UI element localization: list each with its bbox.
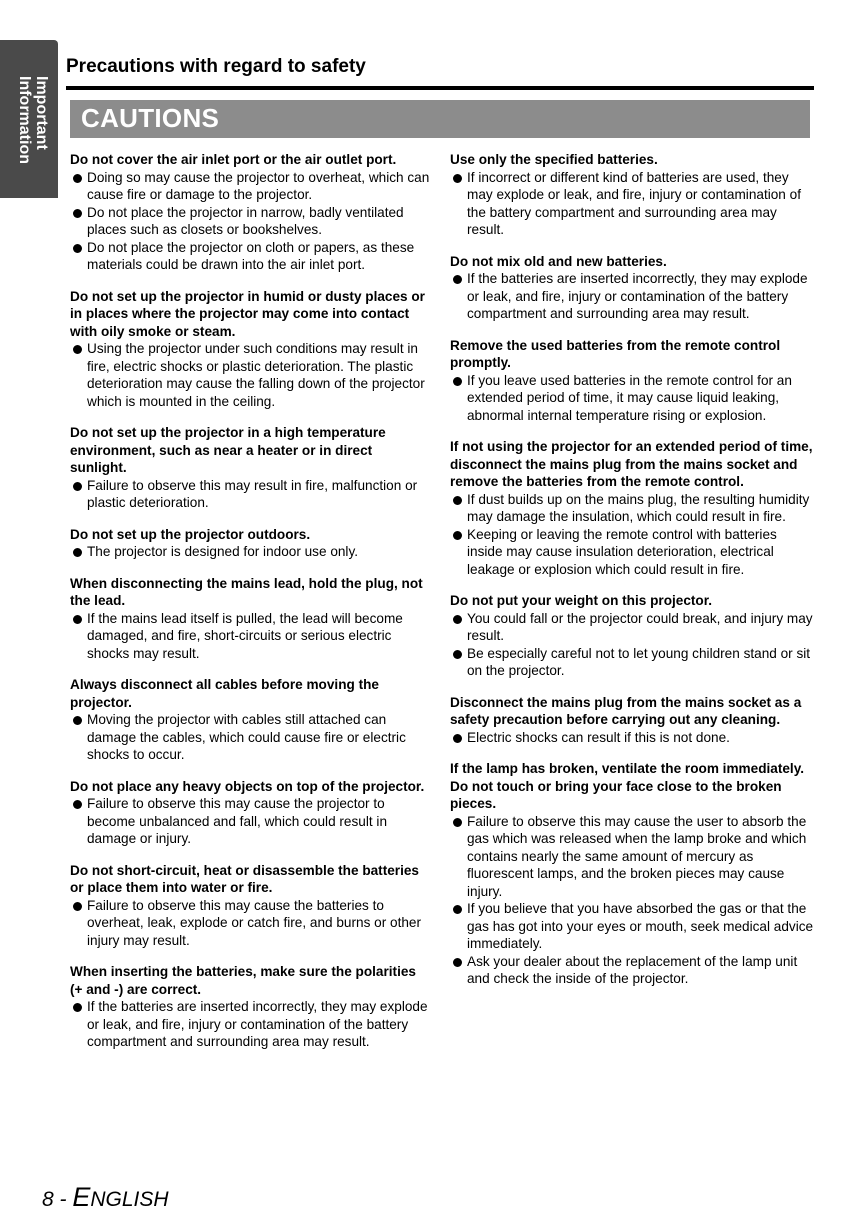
caution-bullet-text: Doing so may cause the projector to overheat, which can cause fire or damage to the projector.: [87, 169, 430, 202]
caution-bullet-text: If the batteries are inserted incorrectly, they may explode or leak, and fire, injury or contamination of the battery compartment and surrounding area may result.: [87, 999, 428, 1049]
bullet-dot-icon: [73, 902, 82, 911]
caution-section: [70, 424, 430, 512]
cautions-banner-text: CAUTIONS: [81, 103, 220, 133]
caution-section: [70, 963, 430, 1051]
caution-bullet-text: You could fall or the projector could break, and injury may result.: [467, 610, 813, 643]
caution-section: [450, 694, 814, 747]
caution-bullet-list: [450, 270, 814, 323]
bullet-dot-icon: [453, 905, 462, 914]
caution-heading: Do not cover the air inlet port or the air outlet port.: [70, 152, 397, 167]
side-tab-line2: Information: [16, 76, 33, 164]
left-column: [70, 151, 430, 1065]
caution-section: [450, 337, 814, 425]
bullet-dot-icon: [453, 615, 462, 624]
caution-section: [70, 575, 430, 663]
caution-heading: Do not put your weight on this projector.: [450, 593, 713, 608]
caution-bullet: [70, 711, 430, 764]
caution-section: [450, 151, 814, 239]
bullet-dot-icon: [453, 377, 462, 386]
right-column: [450, 151, 814, 1002]
caution-heading: When disconnecting the mains lead, hold the plug, not the lead.: [70, 575, 423, 608]
caution-heading: If not using the projector for an extended period of time, disconnect the mains plug from the mains socket and remove the batteries from the remote control.: [450, 439, 813, 489]
bullet-dot-icon: [73, 345, 82, 354]
caution-section: [70, 676, 430, 764]
caution-section: [70, 288, 430, 411]
caution-bullet-text: If dust builds up on the mains plug, the resulting humidity may damage the insulation, which could result in fire.: [467, 491, 810, 524]
caution-bullet-list: [70, 711, 430, 764]
caution-bullet-text: Moving the projector with cables still attached can damage the cables, which could cause fire or electric shocks to occur.: [87, 712, 406, 762]
caution-bullet-text: Electric shocks can result if this is not done.: [467, 729, 730, 745]
caution-bullet: [70, 477, 430, 512]
bullet-dot-icon: [453, 174, 462, 183]
bullet-dot-icon: [73, 716, 82, 725]
caution-bullet-list: [70, 477, 430, 512]
caution-heading: Always disconnect all cables before moving the projector.: [70, 677, 379, 710]
caution-section: [70, 151, 430, 274]
caution-section: [450, 438, 814, 578]
caution-bullet-text: Do not place the projector on cloth or papers, as these materials could be drawn into the air inlet port.: [87, 239, 415, 272]
caution-bullet-list: [70, 998, 430, 1051]
caution-bullet-list: [450, 729, 814, 747]
language-initial: E: [72, 1182, 91, 1212]
caution-heading: Do not set up the projector outdoors.: [70, 526, 311, 542]
caution-bullet: [450, 953, 814, 988]
caution-heading: Do not set up the projector in a high temperature environment, such as near a heater or in direct sunlight.: [70, 425, 386, 475]
bullet-dot-icon: [73, 548, 82, 557]
caution-bullet-text: The projector is designed for indoor use only.: [87, 544, 359, 559]
bullet-dot-icon: [453, 958, 462, 967]
caution-bullet-text: Be especially careful not to let young children stand or sit on the projector.: [467, 645, 811, 678]
bullet-dot-icon: [73, 244, 82, 253]
caution-section: [450, 253, 814, 323]
caution-bullet: [70, 340, 430, 410]
caution-section: [70, 778, 430, 848]
caution-bullet-text: Using the projector under such conditions may result in fire, electric shocks or plastic deterioration. The plastic deterioration may cause the falling down of the projector which is mounted in the ceiling.: [87, 341, 425, 409]
caution-bullet-text: Failure to observe this may cause the projector to become unbalanced and fall, which could result in damage or injury.: [87, 796, 388, 846]
caution-bullet: [450, 645, 814, 680]
bullet-dot-icon: [453, 275, 462, 284]
caution-bullet: [70, 169, 430, 204]
caution-bullet-text: Ask your dealer about the replacement of the lamp unit and check the inside of the projector.: [467, 953, 798, 986]
page-title: Precautions with regard to safety: [66, 56, 366, 77]
caution-bullet: [70, 204, 430, 239]
caution-bullet: [70, 897, 430, 950]
caution-bullet-list: [450, 610, 814, 680]
bullet-dot-icon: [73, 800, 82, 809]
caution-bullet-text: Failure to observe this may cause the user to absorb the gas which was released when the lamp broke and which contains nearly the same amount of mercury as fluorescent lamps, and the broken pieces may cause injury.: [467, 813, 807, 899]
bullet-dot-icon: [453, 531, 462, 540]
caution-bullet-text: Keeping or leaving the remote control with batteries inside may cause insulation deterioration, electrical leakage or explosion which could result in fire.: [467, 526, 777, 577]
caution-bullet-list: [450, 372, 814, 425]
caution-heading: Do not set up the projector in humid or dusty places or in places where the projector may come into contact with oily smoke or steam.: [70, 288, 425, 339]
caution-section: [70, 862, 430, 950]
bullet-dot-icon: [73, 1003, 82, 1012]
side-tab-line1: Important: [33, 76, 50, 150]
caution-bullet: [450, 526, 814, 579]
caution-section: [70, 526, 430, 561]
caution-bullet: [450, 729, 814, 747]
caution-heading: Do not short-circuit, heat or disassemble the batteries or place them into water or fire.: [70, 862, 419, 895]
caution-bullet: [450, 900, 814, 953]
bullet-dot-icon: [453, 496, 462, 505]
caution-bullet-list: [70, 543, 430, 561]
title-rule: [66, 86, 814, 90]
caution-section: [450, 592, 814, 680]
bullet-dot-icon: [453, 650, 462, 659]
caution-bullet-list: [70, 340, 430, 410]
caution-bullet-list: [450, 813, 814, 988]
caution-bullet: [70, 998, 430, 1051]
caution-section: [450, 760, 814, 988]
page-number-prefix: 8 -: [42, 1188, 73, 1211]
caution-heading: Do not mix old and new batteries.: [450, 253, 667, 269]
caution-bullet-list: [70, 795, 430, 848]
caution-bullet: [70, 239, 430, 274]
bullet-dot-icon: [73, 482, 82, 491]
caution-bullet: [450, 610, 814, 645]
caution-bullet-list: [450, 169, 814, 239]
caution-bullet: [450, 169, 814, 239]
caution-bullet-text: If the batteries are inserted incorrectly, they may explode or leak, and fire, injury or contamination of the battery compartment and surrounding area may result.: [467, 271, 808, 321]
bullet-dot-icon: [73, 615, 82, 624]
caution-bullet-text: If the mains lead itself is pulled, the lead will become damaged, and fire, short-circuits or serious electric shocks may result.: [87, 610, 403, 661]
caution-heading: Disconnect the mains plug from the mains socket as a safety precaution before carrying out any cleaning.: [450, 694, 802, 727]
caution-bullet: [450, 372, 814, 425]
caution-bullet: [70, 795, 430, 848]
caution-bullet-text: Failure to observe this may cause the batteries to overheat, leak, explode or catch fire, and burns or other injury may result.: [87, 897, 421, 948]
caution-bullet-list: [70, 610, 430, 663]
caution-bullet: [450, 491, 814, 526]
caution-heading: When inserting the batteries, make sure the polarities (+ and -) are correct.: [70, 964, 416, 997]
caution-bullet-text: If you believe that you have absorbed the gas or that the gas has got into your eyes or mouth, seek medical advice immediately.: [467, 901, 814, 951]
bullet-dot-icon: [453, 818, 462, 827]
caution-bullet: [450, 270, 814, 323]
caution-bullet-list: [70, 897, 430, 950]
page-number: [42, 1182, 169, 1213]
caution-heading: Use only the specified batteries.: [450, 152, 658, 167]
caution-bullet: [450, 813, 814, 901]
caution-bullet-text: If you leave used batteries in the remote control for an extended period of time, it may cause liquid leaking, abnormal internal temperature rising or explosion.: [467, 372, 792, 423]
caution-heading: Remove the used batteries from the remote control promptly.: [450, 337, 781, 370]
cautions-banner: [70, 100, 810, 138]
caution-bullet-text: Do not place the projector in narrow, badly ventilated places such as closets or bookshelves.: [87, 204, 404, 237]
caution-bullet: [70, 543, 430, 561]
bullet-dot-icon: [73, 174, 82, 183]
caution-bullet-text: Failure to observe this may result in fire, malfunction or plastic deterioration.: [87, 477, 418, 510]
caution-bullet-text: If incorrect or different kind of batteries are used, they may explode or leak, and fire, injury or contamination of the battery compartment and surrounding area may result.: [467, 169, 801, 237]
bullet-dot-icon: [73, 209, 82, 218]
caution-bullet-list: [450, 491, 814, 579]
caution-heading: Do not place any heavy objects on top of the projector.: [70, 778, 425, 794]
caution-heading: If the lamp has broken, ventilate the room immediately. Do not touch or bring your face close to the broken pieces.: [450, 761, 805, 811]
language-rest: NGLISH: [90, 1188, 169, 1211]
bullet-dot-icon: [453, 734, 462, 743]
caution-bullet: [70, 610, 430, 663]
caution-bullet-list: [70, 169, 430, 274]
